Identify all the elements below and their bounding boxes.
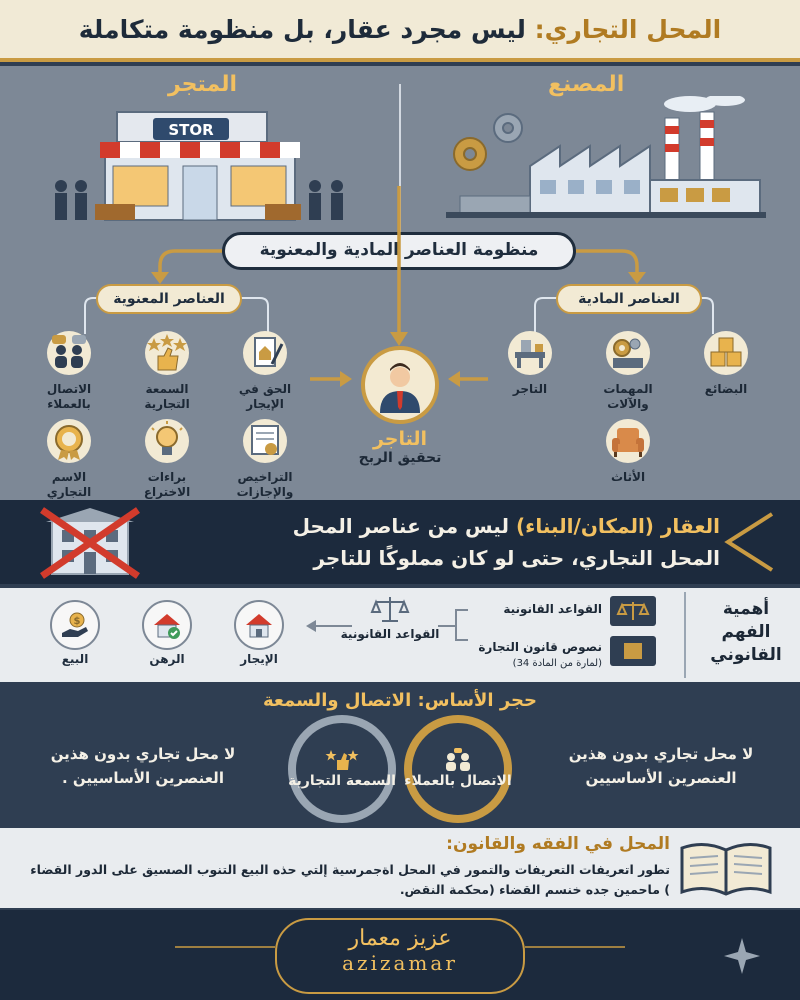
merchant-subtitle: تحقيق الربح — [358, 450, 442, 466]
cornerstone-right-text: لا محل تجاري بدون هذين العنصرين الأساسيين — [568, 745, 754, 787]
tangible-label: العناصر المادية — [556, 284, 702, 314]
ring-reputation: السمعة التجارية — [287, 714, 397, 824]
ornament-line — [175, 942, 275, 952]
scales-icon — [370, 594, 410, 624]
customers-icon — [46, 330, 92, 376]
legal-app-mortgage: الرهن — [132, 600, 202, 666]
rating-stars-icon — [144, 330, 190, 376]
license-certificate-icon — [242, 418, 288, 464]
armchair-icon — [605, 418, 651, 464]
workshop-icon — [507, 330, 553, 376]
page-title: المحل التجاري: ليس مجرد عقار، بل منظومة متكاملة — [78, 14, 722, 44]
sparkle-icon — [722, 936, 762, 976]
cornerstone-left-text: لا محل تجاري بدون هذين العنصرين الأساسيين . — [50, 745, 236, 787]
intangible-item-lease: الحق في الإيجار — [225, 330, 305, 412]
boxes-icon — [703, 330, 749, 376]
merchant-avatar — [361, 346, 439, 424]
lightbulb-icon — [144, 418, 190, 464]
hand-coin-icon — [60, 611, 90, 639]
chevron-left-icon — [718, 510, 778, 574]
fiqh-section — [0, 828, 800, 908]
lease-document-icon — [242, 330, 288, 376]
reputation-icon — [325, 748, 359, 772]
legal-title: أهمية الفهم القانوني — [710, 599, 782, 665]
intangible-label: العناصر المعنوية — [96, 284, 242, 314]
brand-logo — [275, 918, 525, 994]
intangible-item-licenses: التراخيص والإجازات — [225, 418, 305, 500]
factory-title: المصنع — [548, 72, 625, 97]
intangible-item-patents: براءات الاختراع — [127, 418, 207, 515]
tangible-item-machines: المهمات والآلات — [588, 330, 668, 412]
store-sign: STOR — [168, 121, 214, 139]
cornerstone-section — [0, 686, 800, 824]
legal-app-sale: $ البيع — [40, 600, 110, 666]
building-crossed-icon — [34, 506, 144, 580]
house-icon — [244, 611, 274, 639]
fiqh-body: تطور اتعريفات التعريفات والتمور في المحل اةجمرسية إلتي حذه البيع التنوب الصسيق على الدور القضاء ) ماحمين جده خنسم القضاء (محكمة النقض. — [30, 862, 670, 897]
tangible-item-goods: البضائع — [686, 330, 766, 397]
real-estate-exclusion — [0, 500, 800, 584]
legal-rule-1: القواعد القانونية — [503, 602, 602, 616]
legal-rule-2-note: (لمارة من المادة 34) — [512, 658, 602, 669]
system-pill: منظومة العناصر المادية والمعنوية — [222, 232, 576, 270]
customers-icon — [441, 748, 475, 772]
exclusion-text: العقار (المكان/البناء) ليس من عناصر المحل المحل التجاري، حتى لو كان مملوكًا للتاجر — [292, 514, 720, 570]
legal-center-label: القواعد القانونية — [340, 627, 440, 641]
merchant-title: التاجر — [372, 428, 428, 450]
trade-name-badge-icon — [46, 418, 92, 464]
merchant-icon — [372, 357, 428, 413]
house-check-icon — [152, 611, 182, 639]
tangible-item-furniture: الأثاث — [588, 418, 668, 485]
legal-rule-2: نصوص قانون التجارة — [478, 640, 602, 654]
footer — [0, 910, 800, 1000]
machines-icon — [605, 330, 651, 376]
merchant-node — [350, 346, 450, 466]
legal-app-lease: الإيجار — [224, 600, 294, 666]
header — [0, 0, 800, 62]
elements-section — [0, 66, 800, 500]
logo-arabic: عزيز معمار — [348, 926, 452, 951]
logo-latin: azizamar — [342, 951, 458, 975]
legal-understanding — [0, 588, 800, 682]
svg-text:$: $ — [73, 616, 81, 627]
intangible-item-reputation: السمعة التجارية — [127, 330, 207, 412]
intangible-item-customers: الاتصال بالعملاء — [29, 330, 109, 412]
store-title: المتجر — [168, 72, 238, 97]
cornerstone-title: حجر الأساس: الاتصال والسمعة — [262, 690, 538, 711]
ornament-line — [525, 942, 625, 952]
ring-customers: الاتصال بالعملاء — [403, 714, 513, 824]
open-book-icon — [676, 838, 776, 900]
fiqh-title: المحل في الفقه والقانون: — [446, 834, 670, 854]
tangible-item-workshop: التاجر — [490, 330, 570, 397]
intangible-item-trade-name: الاسم التجاري — [29, 418, 109, 515]
